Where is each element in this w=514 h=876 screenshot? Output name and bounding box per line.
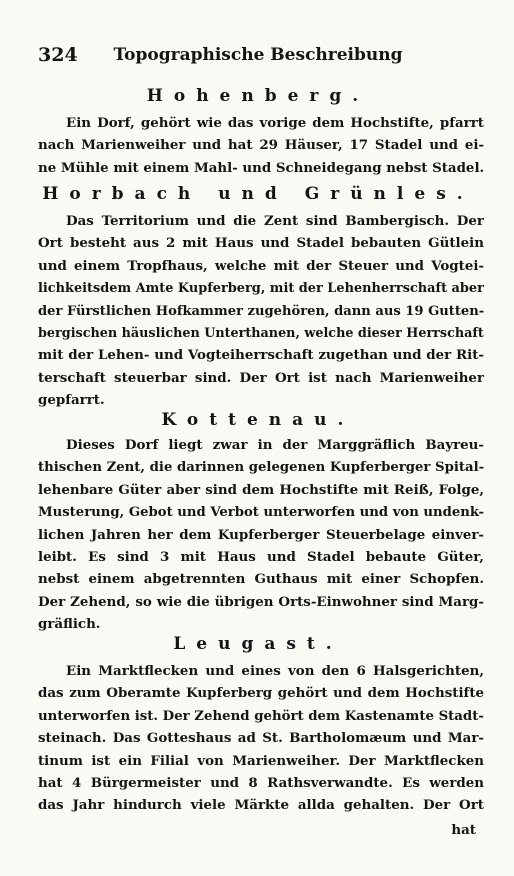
text-line: steinach. Das Gotteshaus ad St. Bartholomæum und Mar- bbox=[38, 730, 484, 747]
text-line: und einem Tropfhaus, welche mit der Steuer und Vogtei- bbox=[38, 257, 484, 274]
text-line: gepfarrt. bbox=[38, 392, 105, 409]
page-header bbox=[38, 44, 478, 68]
text-line: nach Marienweiher und hat 29 Häuser, 17 Stadel und ei- bbox=[38, 137, 484, 154]
section-heading-kottenau: Kottenau. bbox=[161, 410, 355, 430]
text-line: Ein Marktflecken und eines von den 6 Halsgerichten, bbox=[66, 663, 484, 679]
text-line: unterworfen ist. Der Zehend gehört dem Kastenamte Stadt- bbox=[38, 707, 484, 724]
running-title: Topographische Beschreibung bbox=[113, 45, 403, 65]
text-line: das zum Oberamte Kupferberg gehört und dem Hochstifte bbox=[38, 685, 484, 702]
text-line: ne Mühle mit einem Mahl- und Schneidegang nebst Stadel. bbox=[38, 159, 484, 176]
text-line: nebst einem abgetrennten Guthaus mit einer Schopfen. bbox=[38, 571, 484, 588]
text-line: Der Zehend, so wie die übrigen Orts-Einwohner sind Marg- bbox=[38, 593, 484, 610]
text-line: lichen Jahren her dem Kupferberger Steuerbelage einver- bbox=[38, 526, 484, 543]
text-line: lehenbare Güter aber sind dem Hochstifte mit Reiß, Folge, bbox=[38, 481, 484, 498]
text-line: bergischen häuslichen Unterthanen, welche dieser Herrschaft bbox=[38, 325, 484, 342]
text-line: Dieses Dorf liegt zwar in der Marggräflich Bayreu- bbox=[66, 437, 484, 453]
section-body-hohenberg bbox=[38, 112, 484, 179]
text-line: Das Territorium und die Zent sind Bambergisch. Der bbox=[66, 213, 484, 229]
section-heading-horbach: Horbach und Grünles. bbox=[42, 184, 474, 204]
text-line: Musterung, Gebot und Verbot unterworfen und von undenk- bbox=[38, 504, 484, 521]
text-line: gräflich. bbox=[38, 616, 101, 633]
catchword: hat bbox=[451, 822, 476, 838]
text-line: terschaft steuerbar sind. Der Ort ist nach Marienweiher bbox=[38, 369, 484, 386]
text-line: der Fürstlichen Hofkammer zugehören, dann aus 19 Gutten- bbox=[38, 302, 484, 319]
text-line: tinum ist ein Filial von Marienweiher. Der Marktflecken bbox=[38, 752, 484, 769]
text-line: hat 4 Bürgermeister und 8 Rathsverwandte. Es werden bbox=[38, 775, 484, 792]
section-body-horbach bbox=[38, 210, 484, 412]
section-body-leugast bbox=[38, 660, 484, 817]
text-line: Ort besteht aus 2 mit Haus und Stadel bebauten Gütlein bbox=[38, 235, 484, 252]
section-heading-leugast: Leugast. bbox=[173, 634, 343, 654]
text-line: thischen Zent, die darinnen gelegenen Kupferberger Spital- bbox=[38, 459, 484, 476]
page-number: 324 bbox=[38, 44, 78, 66]
section-heading-hohenberg: Hohenberg. bbox=[146, 86, 370, 106]
text-line: das Jahr hindurch viele Märkte allda gehalten. Der Ort bbox=[38, 797, 484, 814]
text-line: mit der Lehen- und Vogteiherrschaft zugethan und der Rit- bbox=[38, 347, 484, 364]
section-body-kottenau bbox=[38, 434, 484, 636]
text-line: lichkeitsdem Amte Kupferberg, mit der Lehenherrschaft aber bbox=[38, 280, 484, 297]
text-line: Ein Dorf, gehört wie das vorige dem Hochstifte, pfarrt bbox=[66, 115, 484, 131]
text-line: leibt. Es sind 3 mit Haus und Stadel bebaute Güter, bbox=[38, 549, 484, 566]
